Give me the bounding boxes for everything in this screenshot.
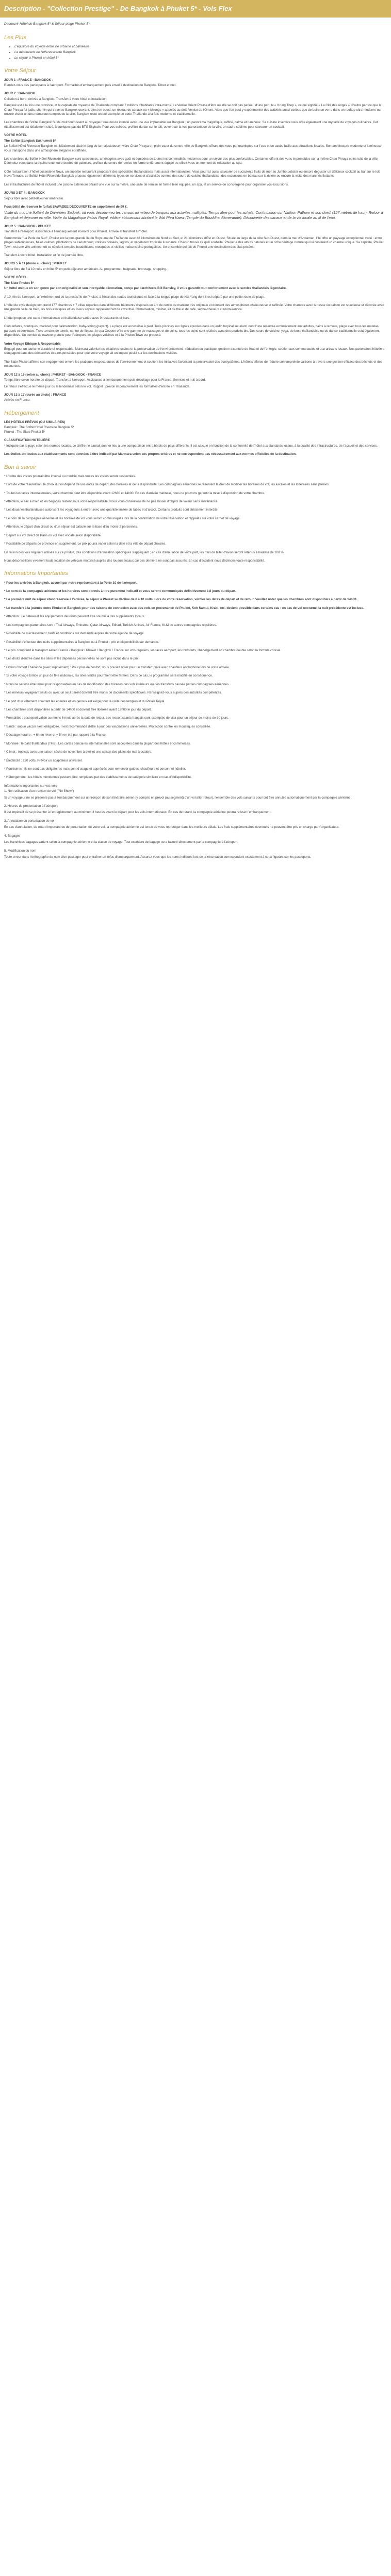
day-title: JOUR 1 : FRANCE - BANGKOK : — [4, 78, 53, 82]
day-text: Collation à bord. Arrivée à Bangkok. Transfert à votre hôtel et installation. — [4, 97, 108, 101]
day-title: JOURS 5 À 11 (durée au choix) : PHUKET — [4, 262, 67, 266]
info-item: * Hébergement : les hôtels mentionnés peuvent être remplacés par des établissements de catégorie similaire en cas d'indisponibilité. — [4, 775, 192, 779]
day-text: Bangkok est à la fois une province, et la capitale du royaume de Thaïlande comptant 7 millions d'habitants intra-muros. La Venise Orient Phrase d'être ou elle se doit pas parlée : d'une part, le « Krung Thep », ce qui signifie « La Cité des Anges », d'autre part ce que la Chao Phraya fut jadis, chemin qui traverse Bangkok ouvrant, d'est en ouest, un réseau de canaux ou « khlongs » appelés au delà Venise de l'Orient. Alors que l'on peut y expérimenter des activités aussi variées que de boire un verre dans un rooftop ultra-moderne ou encore visiter un des nombreux temples de la ville, Bangkok reste un bel exemple de cette Thaïlande à la fois moderne et traditionnelle. — [4, 104, 382, 116]
info-item: * Climat : tropical, avec une saison sèche de novembre à avril et une saison des pluies de mai à octobre. — [4, 750, 152, 754]
day-text: Transfert à votre hôtel. Installation et fin de journée libre. — [4, 253, 84, 258]
hotel-text: L'hôtel de style design comprend 177 chambres + 7 villas réparties dans différents bâtiments disposés en arc de cercle de manière très originale et donnant des atmosphères chaleureuse et raffinée. Votre chambre avec terrasse ou balcon est spacieuse et décorée avec une grande salle de bain, les bois exotiques et les tissus soyeux rappellent l'art de vivre thaï. Climatisation, minibar, kit de thé et de café, sèche-cheveux et room-service. — [4, 303, 384, 312]
flight-info-item: Les franchises bagages varient selon la compagnie aérienne et la classe de voyage. Tout excédent de bagage sera facturé directement par la compagnie à l'aéroport. — [4, 840, 239, 844]
plus-item: • La découverte de l'effervescente Bangkok — [14, 50, 387, 55]
plus-item: • L'équilibre du voyage entre vie urbaine et balnéaire — [14, 45, 387, 49]
day-text: Transfert à l'aéroport. Assistance à l'embarquement et envol pour Phuket. Arrivée et transfert à l'hôtel. — [4, 230, 148, 234]
day-title: JOUR 12 à 16 (selon au choix) : PHUKET - BANGKOK - FRANCE — [4, 372, 102, 377]
day-text: Les chambres de Sofitel Bangkok Sukhumvit fournissent au voyageur une douce intimité avec une vue imprenable sur Bangkok ; un panorama magnifique, raffiné, calme et lumineux. Sa cuisine inventive vous offre également une myriade de voyages culinaires. Cet établissement est idéalement situé, à quelques pas du BTS Skytrain. Pour vos soirées, profitez du bar sur le toit, ouvert sur la vue panoramique de la ville, un cadre sublime pour savourer un cocktail. — [4, 121, 378, 129]
info-item: * Électricité : 220 volts. Prévoir un adaptateur universel. — [4, 758, 83, 762]
content — [0, 22, 391, 859]
bon-item: * Attention, le départ d'un circuit ou d'un séjour est calculé sur la base d'au moins 2 personnes. — [4, 525, 138, 529]
intro-text: Découvrir Hôtel de Bangkok 5* & Séjour plage Phuket 5*. — [4, 22, 91, 26]
voyage-title: Votre Voyage Ethique & Responsable — [4, 342, 61, 346]
day-text: Le retour s'effectue le même jour ou le lendemain selon le vol. Rappel : prévoir impérativement les formalités d'entrée en Thaïlande. — [4, 384, 190, 388]
info-item: * Pour les arrivées à Bangkok, accueil par notre représentant à la Porte 10 de l'aéroport. — [4, 581, 138, 585]
info-item: * Les droits d'entrée dans les sites et les dépenses personnelles ne sont pas inclus dans le prix. — [4, 657, 140, 661]
day-title: JOUR 2 : BANGKOK — [4, 92, 35, 96]
flight-info-item: Toute erreur dans l'orthographe du nom d'un passager peut entraîner un refus d'embarquement. Assurez-vous que les noms indiqués lors de la réservation correspondent exactement à ceux figurant sur les passeports. — [4, 855, 312, 859]
info-item: * Si votre voyage tombe un jour de fête nationale, les sites visités pourraient être fermés. Dans ce cas, le programme sera modifié en conséquence. — [4, 674, 213, 678]
flight-info-item: Si un voyageur ne se présente pas à l'embarquement sur un tronçon de son itinéraire aérien (y compris en prévol (ou segment) d'un vol aller-retour), l'ensemble des vols suivants pourront être annulés automatiquement par la compagnie aérienne. — [4, 795, 352, 800]
info-item: * Pourboires : ils ne sont pas obligatoires mais sont d'usage et appréciés pour remercier guides, chauffeurs et personnel hôtelier. — [4, 767, 186, 771]
flight-info-item: 2. Heures de présentation à l'aéroport — [4, 804, 58, 808]
hotel-text: Club enfants, boutiques, matériel pour l'alimentation, baby-sitting (payant). La plage est accessible à pied. Trois piscines aux lignes épurées dans un jardin tropical luxuriant, dont l'une réservée exclusivement aux adultes, bains à remous, plage avec tous les matelas, parasols et serviettes. Trois terrains de tennis, centre de fitness, le spa Coqoon offre une gamme de massages et de soins, tous les soins sont réalisés avec des produits bio. Des cours de cuisine, yoga, de boxe thaïlandaise ou de danse traditionnelle sont également disponibles. Un service de navette gratuite pour l'aéroport, les plages voisines et à la Phuket Town est proposé. — [4, 325, 380, 337]
classification-title: CLASSIFICATION HOTELIÈRE — [4, 438, 50, 443]
bon-item: * Départ sur vol direct de Paris ou vol avec escale selon disponibilité. — [4, 533, 102, 537]
day-text: Séjour libre avec petit-déjeuner américain. — [4, 196, 64, 200]
bon-heading: Bon à savoir — [4, 464, 37, 470]
info-item: * Le nom de la compagnie aérienne et les horaires sont donnés à titre purement indicatif et vous seront communiqués définitivement à 8 jours du départ. — [4, 589, 236, 594]
option-title: Possibilité de réserver le forfait SAWADEE DÉCOUVERTE en supplément de 99 €. — [4, 205, 128, 209]
bon-item: * Les douanes thaïlandaises autorisent les voyageurs à entrer avec une quantité limitée de tabac et d'alcool. Certains produits sont strictement interdits. — [4, 508, 219, 512]
hotels-list-title: LES HÔTELS PRÉVUS (OU SIMILAIRES) — [4, 420, 66, 424]
flight-info-item: 5. Modification du nom — [4, 849, 37, 853]
flight-info-item: 4. Bagages — [4, 834, 21, 838]
hotel-text: Un hôtel unique en son genre par son originalité et son incroyable décoration, conçu par l'architecte Bill Bensley, il vous garantit tout confortement avec le service thaïlandais légendaire. — [4, 286, 287, 291]
hotel-text: Côté restauration, l'hôtel possède le Nova, un superbe restaurant proposant des spécialités thaïlandaises mais aussi internationales. Vous pourrez aussi savourer de succulents fruits de mer au Jumbo Lobster ou encore déguster un délicieux cocktail au bar sur le toit Nova Terrace. Le Sofitel Hôtel Riverside Bangkok propose également différents types de services et d'activités comme des cours de cuisine thaïlandaise, des excursions en bateau sur la rivière ou encore la visite des marchés flottants. — [4, 170, 380, 178]
bon-item: En raison des vols réguliers utilisés sur ce produit, des conditions d'annulation spécifiques s'appliquent ; en cas d'annulation de votre part, les frais de billet d'avion seront retenus à hauteur de 100 %. — [4, 550, 285, 554]
day-title: JOUR 13 à 17 (durée au choix) : FRANCE — [4, 393, 67, 397]
option-text: Visite du marché flottant de Damnoen Saduak, où vous découvrirez les canaux au milieu de barques aux activités multiples. Temps libre pour les achats. Continuation sur Nakhon Pathom et son chedi (127 mètres de haut). Retour à Bangkok et déjeuner en ville. Visite du Magnifique Palais Royal, édifice éblouissant abritant le Wat Phra Kaew (Temple du Bouddha d'émeraude). Découverte des canaux et de la vie locale au fil de l'eau. — [4, 210, 383, 221]
bon-section — [4, 474, 387, 564]
info-item: * Attention : Le bateau et les équipements de loisirs peuvent être soumis à des suppléments locaux. — [4, 615, 145, 619]
flight-info-item: 1. Non-utilisation d'un tronçon de vol ("No Show") — [4, 789, 74, 793]
page — [0, 0, 391, 859]
voyage-text: The Slate Phuket affirme son engagement envers les pratiques respectueuses de l'environnement et soutient les initiatives favorisant la préservation des écosystèmes. L'hôtel s'efforce de réduire son empreinte carbone à travers une gestion efficace des déchets et des ressources. — [4, 360, 383, 368]
sejour-heading: Votre Séjour — [4, 67, 36, 74]
day-text: Arrivée en France. — [4, 398, 30, 402]
hotel-text: Le Sofitel Hôtel Riverside Bangkok est idéalement situé le long de la majestueuse rivière Chao Phraya en plein cœur du centre-ville de Bangkok, offrant des vues panoramiques sur l'eau et un accès facile aux attractions locales. Son architecture moderne et lumineuse vous transporte dans une atmosphère élégante et raffinée. — [4, 144, 382, 152]
bon-item: * Attention, le sac à main et les bagages restent sous votre responsabilité. Nous vous conseillons de ne pas laisser d'objets de valeur sans surveillance. — [4, 500, 219, 504]
hotel-list-item: Phuket : The Slate Phuket 5* — [4, 430, 45, 434]
flight-info-item: En cas d'annulation, de retard important ou de perturbation de votre vol, la compagnie aérienne est tenue de vous reprotéger dans les meilleurs délais. Les frais supplémentaires éventuels ne peuvent être pris en charge par l'organisateur. — [4, 825, 339, 829]
hotel-name: The Slate Phuket 5* — [4, 281, 34, 285]
info-item: * La première nuit de séjour étant réservée à l'arrivée, le séjour à Phuket se décline de 6 à 10 nuits. Lors de votre réservation, vérifiez les dates de départ et de retour. Veuillez noter que les chambres sont disponibles à partir de 14h00. — [4, 598, 357, 602]
plus-heading: Les Plus — [4, 34, 26, 41]
info-item: * Le prix comprend le transport aérien France / Bangkok / Phuket / Bangkok / France sur vols réguliers, les taxes aéroport, les transferts, l'hébergement en chambre double selon la formule choisie. — [4, 649, 282, 653]
hotel-text: Les chambres du Sofitel Hôtel Riverside Bangkok sont spacieuses, aménagées avec goût et équipées de toutes les commodités modernes pour un séjour des plus confortables. Certaines offrent des vues imprenables sur la rivière Chao Phraya et les toits de la ville. Détendez-vous dans la piscine extérieure bordée de palmiers, profitez du centre de remise en forme entièrement équipé ou offrez-vous un moment de relaxation au spa. — [4, 157, 379, 165]
info-item: * Les mineurs voyageant seuls ou avec un seul parent doivent être munis de documents spécifiques. Renseignez-vous auprès des autorités compétentes. — [4, 691, 222, 695]
hebergement-section — [4, 420, 387, 457]
bon-item: * Toutes les taxes internationales, votre chambre peut être disponible avant 12h30 et 14h00. En cas d'arrivée matinale, nous ne pouvons garantir la mise à disposition de votre chambre. — [4, 491, 265, 495]
info-item: * Les chambres sont disponibles à partir de 14h00 et doivent être libérées avant 12h00 le jour du départ. — [4, 707, 152, 711]
plus-list — [14, 45, 387, 60]
sejour-section — [4, 78, 387, 403]
infos-section — [4, 581, 387, 860]
hebergement-heading: Hébergement — [4, 410, 39, 416]
bon-item: * Le nom de la compagnie aérienne et les horaires de vol vous seront communiqués lors de la confirmation de votre réservation et rappelés sur votre carnet de voyage. — [4, 516, 241, 520]
bon-item: * Lors de votre réservation, le choix du vol dépend de vos dates de départ, des horaires et de la disponibilité. Les compagnies aériennes se réservent le droit de modifier les horaires de vol, les escales et les itinéraires sans préavis. — [4, 483, 330, 487]
hotel-name: The Sofitel Bangkok Sukhumvit 5* — [4, 139, 56, 143]
day-text: Rendez-vous des participants à l'aéroport. Formalités d'embarquement puis envol à destination de Bangkok. Dîner et nuit. — [4, 83, 176, 87]
info-item: * Possibilité d'effectuer des nuits supplémentaires à Bangkok ou à Phuket : prix et disponibilités sur demande. — [4, 640, 159, 644]
info-item: * Les compagnies partenaires sont : Thai Airways, Emirates, Qatar Airways, Etihad, Turkish Airlines, Air France, KLM ou autres compagnies régulières. — [4, 623, 217, 627]
infos-heading: Informations Importantes — [4, 570, 68, 577]
hotel-text: L'hôtel propose une carte internationale et thaïlandaise variée avec 9 restaurants et bars. — [4, 316, 131, 320]
flight-info-item: 3. Annulation ou perturbation de vol — [4, 819, 55, 823]
info-item: * Formalités : passeport valide au moins 6 mois après la date de retour. Les ressortissants français sont exemptés de visa pour un séjour de moins de 30 jours. — [4, 716, 229, 720]
flight-info-title: Informations importantes sur vos vols — [4, 784, 57, 788]
bon-item: Nous déconseillons vivement toute location de véhicule motorisé auprès des loueurs locaux car ces derniers ne sont pas assurés. En cas d'accident nous déclinons toute responsabilité. — [4, 558, 265, 563]
info-item: * Possibilité de surclassement, tarifs et conditions sur demande auprès de votre agence de voyage. — [4, 632, 145, 636]
classification-text: Les étoiles attribuées aux établissements sont données à titre indicatif par Marmara selon ses propres critères et ne correspondent pas nécessairement aux normes officielles de la destination. — [4, 452, 297, 456]
flight-info-item: Il est impératif de se présenter à l'enregistrement au minimum 3 heures avant le départ pour les vols internationaux. En cas de retard, la compagnie aérienne pourra refuser l'embarquement. — [4, 810, 271, 815]
info-item: * Nous ne serions être tenus pour responsables en cas de modification des horaires des vols intérieurs ou des transferts causée par les compagnies aériennes. — [4, 682, 230, 686]
info-item: * Option Confort Thaïlande (avec supplément) : Pour plus de confort, vous pouvez opter pour un transfert privé avec chauffeur anglophone lors de votre arrivée. — [4, 665, 230, 669]
hotel-title: VOTRE HÔTEL — [4, 133, 27, 138]
info-item: * Monnaie : le baht thaïlandais (THB). Les cartes bancaires internationales sont acceptées dans la plupart des hôtels et commerces. — [4, 741, 191, 745]
day-text: Temps libre selon horaire de départ. Transfert à l'aéroport. Assistance à l'embarquement puis décollage pour la France. Services et nuit à bord. — [4, 378, 206, 382]
info-item: * Décalage horaire : + 6h en hiver et + 5h en été par rapport à la France. — [4, 733, 107, 737]
bon-item: * Possibilité de départs de province en supplément. Le prix pourra varier selon la date et la ville de départ choisies. — [4, 542, 167, 546]
day-title: JOUR 5 : BANGKOK - PHUKET — [4, 224, 51, 228]
hotel-list-item: Bangkok : The Sofitel Hotel Riverside Bangkok 5* — [4, 426, 74, 430]
day-text: Surnommée "La Perle du Sud", Phuket est la plus grande île du Royaume de Thaïlande avec 48 kilomètres de Nord au Sud, et 21 kilomètres d'Est en Ouest. Située au large de la côte Sud-Ouest, dans la mer d'Andaman, l'île offre un paysage exceptionnel varié : entre plages sablonneuses, baies calmes, plantations de caoutchouc, collines boisées, lagons, et végétation tropicale luxuriante. Chacun trouve ce qu'il souhaite. Phuket a des atouts naturels et un riche héritage culturel qui lui confèrent un charme unique. Sa capitale, Phuket Town, est une ville animée, où se côtoient temples bouddhistes, mosquées et vieilles maisons sino-portugaises. Un ensemble qui fait de Phuket une destination des plus prisées. — [4, 236, 384, 249]
hotel-title: VOTRE HÔTEL — [4, 276, 27, 280]
hotel-text: Les infrastructures de l'hôtel incluent une piscine extérieure offrant une vue sur la rivière, une salle de remise en forme bien équipée, un spa, et un service de conciergerie pour organiser vos excursions. — [4, 182, 289, 187]
info-item: * Le port d'un vêtement couvrant les épaules et les genoux est exigé pour la visite des temples et du Palais Royal. — [4, 699, 166, 703]
day-title: JOURS 3 ET 4 : BANGKOK — [4, 191, 45, 195]
day-text: Séjour libre de 6 à 10 nuits en hôtel 5* en petit-déjeuner américain. Au programme : baignade, bronzage, shopping. — [4, 267, 167, 271]
voyage-text: Engagé pour un tourisme durable et responsable, Marmara valorise les initiatives locales et la préservation de l'environnement : réduction du plastique, gestion raisonnée de l'eau et de l'énergie, soutien aux communautés et aux artisans locaux. Nos partenaires hôteliers s'engagent dans des démarches éco-responsables pour que votre voyage ait un impact positif sur les destinations visitées. — [4, 347, 385, 355]
plus-item: • Le séjour à Phuket en hôtel 5* — [14, 56, 387, 61]
bon-item: * L'ordre des visites pourrait être inversé ou modifié mais toutes les visites seront respectées. — [4, 474, 136, 478]
page-title: Description - "Collection Prestige" - De Bangkok à Phuket 5* - Vols Flex — [0, 0, 391, 18]
info-item: * Le transfert à la journée entre Phuket et Bangkok pour des raisons de connexion avec des vols en provenance de Phuket, Koh Samui, Krabi, etc. devient possible dans certains cas : en cas de vol nocturne, la nuit précédente est incluse. — [4, 606, 364, 610]
info-item: * Santé : aucun vaccin n'est obligatoire. Il est recommandé d'être à jour des vaccinations universelles. Protection contre les moustiques conseillée. — [4, 724, 211, 728]
hotel-text: À 10 min de l'aéroport, à l'extrême nord de la presqu'île de Phuket, à l'écart des routes touristiques et face à la longue plage de Nai Yang dont il est séparé par une petite route de plage. — [4, 295, 265, 299]
classification-text: * Indiquée par le pays selon les normes locales, ce chiffre ne saurait donner lieu à une comparaison entre hôtels de pays différents. Il est calculé en fonction de la conformité de l'hôtel aux standards locaux, à la qualité des infrastructures, de l'accueil et des services. — [4, 444, 378, 448]
